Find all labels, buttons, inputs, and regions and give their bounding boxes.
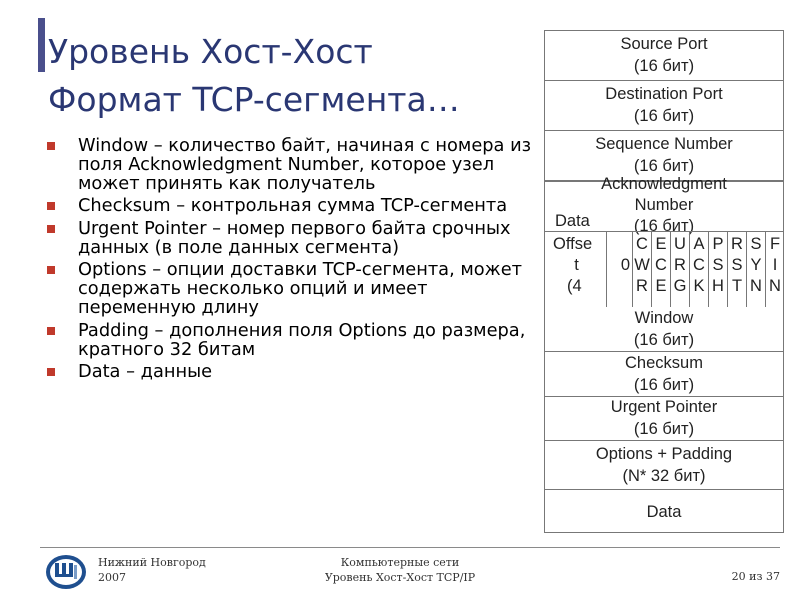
list-item: Options – опции доставки TCP-сегмента, может содержать несколько опций и имеет переменную длину [46, 260, 536, 317]
field-window: Window (16 бит) [545, 307, 783, 352]
footer-course: Компьютерные сети Уровень Хост-Хост TCP/IP [324, 556, 476, 584]
flag-urg: U R G [671, 231, 690, 336]
field-checksum: Checksum (16 бит) [545, 352, 783, 397]
slide-title [48, 28, 538, 124]
title-accent-bar [38, 18, 45, 72]
flag-fin: F I N [766, 231, 784, 336]
field-destination-port: Destination Port (16 бит) [545, 81, 783, 131]
flag-ack: A C K [690, 231, 709, 336]
field-data: Data [646, 503, 682, 521]
bullet-square-icon [47, 266, 55, 274]
list-item: Padding – дополнения поля Options до размера, кратного 32 битам [46, 321, 536, 359]
field-source-port: Source Port (16 бит) [545, 31, 783, 81]
bullet-square-icon [47, 142, 55, 150]
field-data-offset: Offse t (4 [545, 231, 607, 336]
field-options-padding: Options + Padding (N* 32 бит) [545, 441, 783, 490]
field-sequence-number: Sequence Number (16 бит) [545, 131, 783, 181]
unn-logo-icon [44, 553, 88, 591]
bullet-square-icon [47, 225, 55, 233]
footer-divider [40, 547, 780, 548]
field-urgent-pointer: Urgent Pointer (16 бит) [545, 397, 783, 441]
footer-page-number: 20 из 37 [731, 570, 780, 583]
flag-rst: R S T [728, 231, 747, 336]
field-acknowledgment-number: Acknowledgment Number (16 бит) [545, 181, 783, 231]
list-item: Checksum – контрольная сумма TCP-сегмента [46, 196, 536, 215]
bullet-square-icon [47, 368, 55, 376]
flag-ece: E C E [652, 231, 671, 336]
list-item: Data – данные [46, 362, 536, 381]
footer-location: Нижний Новгород 2007 [98, 556, 206, 584]
field-reserved: 0 [607, 231, 633, 336]
bullet-square-icon [47, 327, 55, 335]
data-offset-label: Data [555, 212, 590, 230]
title-line-1: Уровень Хост-Хост [48, 32, 373, 71]
flag-cwr: C W R [633, 231, 652, 336]
tcp-segment-diagram [544, 30, 784, 533]
bullet-square-icon [47, 202, 55, 210]
flag-syn: S Y N [747, 231, 766, 336]
bullet-list [46, 136, 536, 384]
flag-psh: P S H [709, 231, 728, 336]
list-item: Urgent Pointer – номер первого байта срочных данных (в поле данных сегмента) [46, 219, 536, 257]
list-item: Window – количество байт, начиная с номера из поля Acknowledgment Number, которое узел может принять как получатель [46, 136, 536, 193]
title-line-2: Формат TCP-сегмента… [48, 80, 460, 119]
